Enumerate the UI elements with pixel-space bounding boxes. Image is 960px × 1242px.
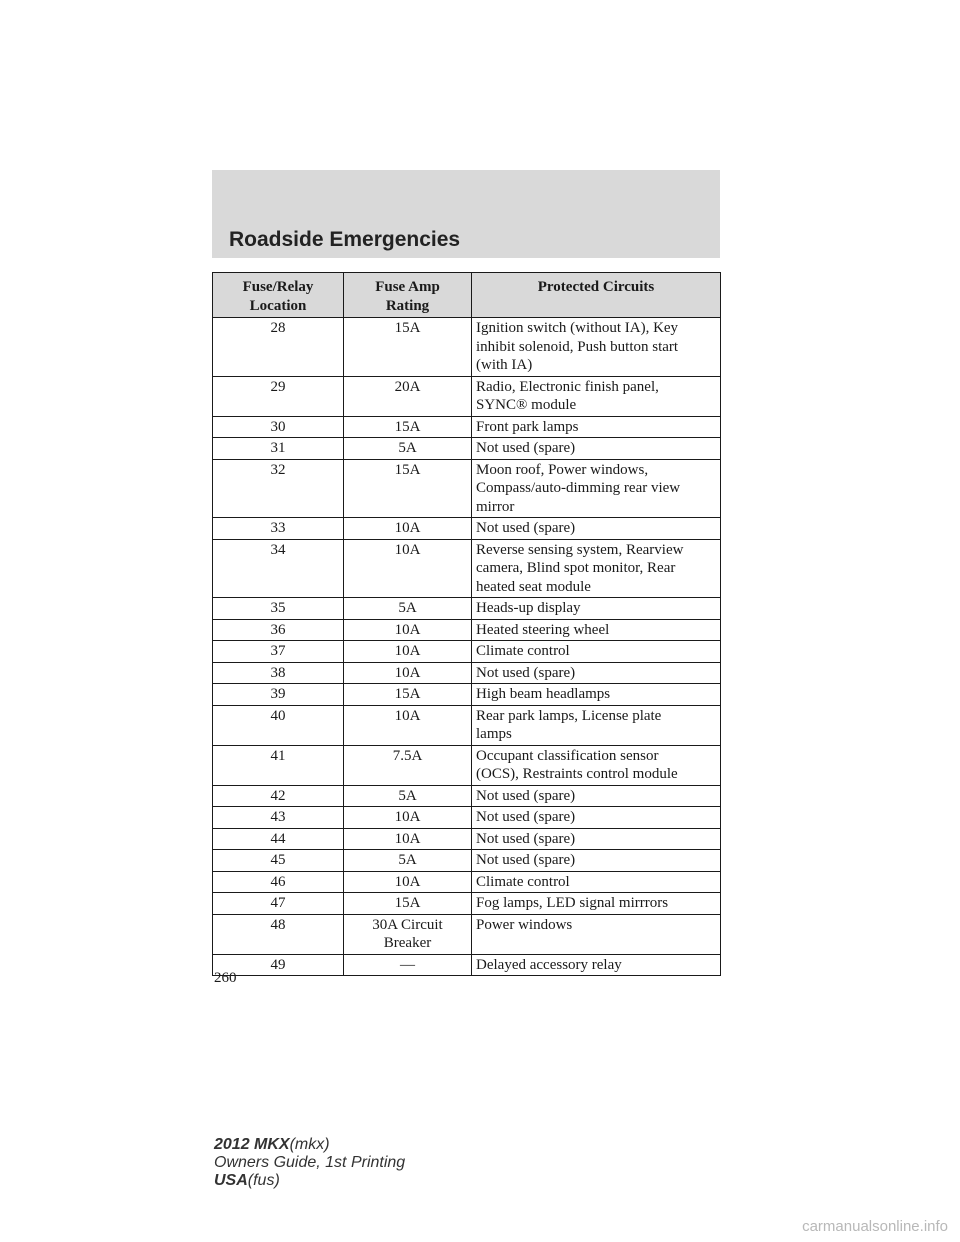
fuse-location-cell: 49: [213, 954, 344, 976]
protected-circuits-line: Fog lamps, LED signal mirrrors: [476, 895, 669, 911]
protected-circuits-cell: [472, 459, 721, 518]
fuse-amp-cell: 20A: [344, 376, 472, 416]
table-row: [213, 807, 721, 829]
fuse-amp-cell: 10A: [344, 807, 472, 829]
table-row: [213, 828, 721, 850]
fuse-amp-cell: 15A: [344, 684, 472, 706]
table-row: [213, 871, 721, 893]
table-row: [213, 893, 721, 915]
protected-circuits-line: Front park lamps: [476, 418, 579, 435]
protected-circuits-cell: [472, 619, 721, 641]
protected-circuits-line: Heated steering wheel: [476, 621, 610, 638]
protected-circuits-cell: [472, 684, 721, 706]
fuse-location-cell: 48: [213, 914, 344, 954]
fuse-location-cell: 32: [213, 459, 344, 518]
fuse-amp-cell: 5A: [344, 785, 472, 807]
fuse-location-cell: 36: [213, 619, 344, 641]
fuse-location-cell: 34: [213, 539, 344, 598]
column-header-amp-text: Fuse Amp Rating: [375, 279, 440, 314]
footer-line-2: Owners Guide, 1st Printing: [214, 1154, 406, 1171]
fuse-amp-cell: 10A: [344, 662, 472, 684]
fuse-location-cell: 42: [213, 785, 344, 807]
column-header-circuits: [472, 273, 721, 318]
fuse-location-cell: 44: [213, 828, 344, 850]
protected-circuits-cell: [472, 641, 721, 663]
protected-circuits-line: lamps: [476, 726, 512, 742]
watermark: carmanualsonline.info: [802, 1218, 948, 1235]
protected-circuits-line: inhibit solenoid, Push button start: [476, 338, 679, 355]
fuse-table-body: [213, 318, 721, 976]
fuse-amp-cell: 10A: [344, 641, 472, 663]
protected-circuits-line: Not used (spare): [476, 852, 576, 868]
fuse-amp-cell: 15A: [344, 416, 472, 438]
column-header-circuits-text: Protected Circuits: [537, 279, 655, 295]
fuse-location-cell: 40: [213, 705, 344, 745]
protected-circuits-line: camera, Blind spot monitor, Rear: [476, 560, 676, 576]
footer-market: USA: [214, 1172, 248, 1189]
protected-circuits-line: Rear park lamps, License plate: [476, 707, 662, 724]
protected-circuits-line: High beam headlamps: [476, 686, 611, 702]
protected-circuits-cell: [472, 318, 721, 377]
fuse-location-cell: 28: [213, 318, 344, 377]
fuse-amp-cell: 5A: [344, 438, 472, 460]
fuse-amp-cell: 15A: [344, 318, 472, 377]
protected-circuits-line: Power windows: [476, 916, 573, 933]
fuse-amp-cell: 15A: [344, 459, 472, 518]
protected-circuits-cell: [472, 745, 721, 785]
fuse-location-cell: 30: [213, 416, 344, 438]
fuse-location-cell: 43: [213, 807, 344, 829]
table-row: [213, 662, 721, 684]
fuse-amp-cell: 10A: [344, 705, 472, 745]
protected-circuits-line: Not used (spare): [476, 440, 576, 456]
protected-circuits-cell: [472, 662, 721, 684]
protected-circuits-cell: [472, 416, 721, 438]
protected-circuits-line: Radio, Electronic finish panel,: [476, 378, 659, 395]
table-row: [213, 705, 721, 745]
footer-market-code: (fus): [247, 1172, 280, 1189]
fuse-location-cell: 37: [213, 641, 344, 663]
protected-circuits-cell: [472, 893, 721, 915]
table-row: [213, 318, 721, 377]
protected-circuits-line: Climate control: [476, 643, 570, 659]
protected-circuits-line: Heads-up display: [476, 600, 581, 616]
column-header-location-text: Fuse/Relay Location: [242, 279, 314, 314]
protected-circuits-cell: [472, 871, 721, 893]
protected-circuits-line: (with IA): [476, 357, 533, 373]
table-row: [213, 459, 721, 518]
fuse-amp-cell: 10A: [344, 828, 472, 850]
fuse-location-cell: 45: [213, 850, 344, 872]
fuse-amp-cell: 5A: [344, 598, 472, 620]
footer-line-3: [214, 1172, 405, 1190]
fuse-location-cell: 38: [213, 662, 344, 684]
protected-circuits-cell: [472, 828, 721, 850]
protected-circuits-line: SYNC® module: [476, 397, 577, 413]
protected-circuits-line: Not used (spare): [476, 809, 576, 825]
page-number: 260: [214, 970, 237, 986]
protected-circuits-cell: [472, 807, 721, 829]
fuse-amp-cell: 10A: [344, 619, 472, 641]
fuse-amp-cell: 5A: [344, 850, 472, 872]
table-row: [213, 438, 721, 460]
protected-circuits-line: heated seat module: [476, 578, 591, 595]
protected-circuits-line: Not used (spare): [476, 520, 576, 536]
column-header-amp: [344, 273, 472, 318]
protected-circuits-cell: [472, 914, 721, 954]
fuse-amp-cell: 10A: [344, 871, 472, 893]
protected-circuits-cell: [472, 539, 721, 598]
protected-circuits-line: Not used (spare): [476, 787, 576, 804]
table-row: [213, 684, 721, 706]
protected-circuits-line: Compass/auto-dimming rear view: [476, 480, 681, 496]
protected-circuits-cell: [472, 376, 721, 416]
table-row: [213, 598, 721, 620]
protected-circuits-line: Not used (spare): [476, 830, 576, 847]
protected-circuits-line: (OCS), Restraints control module: [476, 766, 678, 782]
protected-circuits-cell: [472, 598, 721, 620]
table-row: [213, 954, 721, 976]
fuse-location-cell: 33: [213, 518, 344, 540]
protected-circuits-line: Ignition switch (without IA), Key: [476, 320, 679, 336]
fuse-location-cell: 46: [213, 871, 344, 893]
protected-circuits-cell: [472, 518, 721, 540]
protected-circuits-line: Climate control: [476, 873, 570, 890]
fuse-amp-cell: 10A: [344, 518, 472, 540]
protected-circuits-line: Delayed accessory relay: [476, 956, 622, 973]
fuse-amp-cell: 30A Circuit Breaker: [344, 914, 472, 954]
fuse-table: [212, 272, 721, 976]
table-row: [213, 619, 721, 641]
fuse-amp-cell: —: [344, 954, 472, 976]
footer: [214, 1136, 405, 1190]
protected-circuits-cell: [472, 438, 721, 460]
section-title: Roadside Emergencies: [229, 228, 461, 251]
table-header-row: [213, 273, 721, 318]
footer-model: 2012 MKX: [214, 1136, 290, 1153]
protected-circuits-line: Moon roof, Power windows,: [476, 461, 649, 478]
fuse-location-cell: 31: [213, 438, 344, 460]
fuse-location-cell: 41: [213, 745, 344, 785]
column-header-location: [213, 273, 344, 318]
table-row: [213, 518, 721, 540]
footer-model-code: (mkx): [289, 1136, 330, 1153]
table-row: [213, 785, 721, 807]
protected-circuits-cell: [472, 785, 721, 807]
table-row: [213, 376, 721, 416]
protected-circuits-cell: [472, 954, 721, 976]
table-row: [213, 416, 721, 438]
protected-circuits-line: Reverse sensing system, Rearview: [476, 541, 684, 558]
protected-circuits-cell: [472, 850, 721, 872]
fuse-location-cell: 39: [213, 684, 344, 706]
table-row: [213, 745, 721, 785]
fuse-amp-cell: 10A: [344, 539, 472, 598]
footer-line-1: [214, 1136, 405, 1154]
table-row: [213, 914, 721, 954]
table-row: [213, 850, 721, 872]
table-row: [213, 641, 721, 663]
fuse-location-cell: 35: [213, 598, 344, 620]
protected-circuits-line: Not used (spare): [476, 664, 576, 681]
fuse-amp-cell: 15A: [344, 893, 472, 915]
fuse-amp-cell: 7.5A: [344, 745, 472, 785]
protected-circuits-line: mirror: [476, 498, 515, 515]
protected-circuits-line: Occupant classification sensor: [476, 747, 659, 764]
fuse-location-cell: 29: [213, 376, 344, 416]
fuse-location-cell: 47: [213, 893, 344, 915]
table-row: [213, 539, 721, 598]
protected-circuits-cell: [472, 705, 721, 745]
